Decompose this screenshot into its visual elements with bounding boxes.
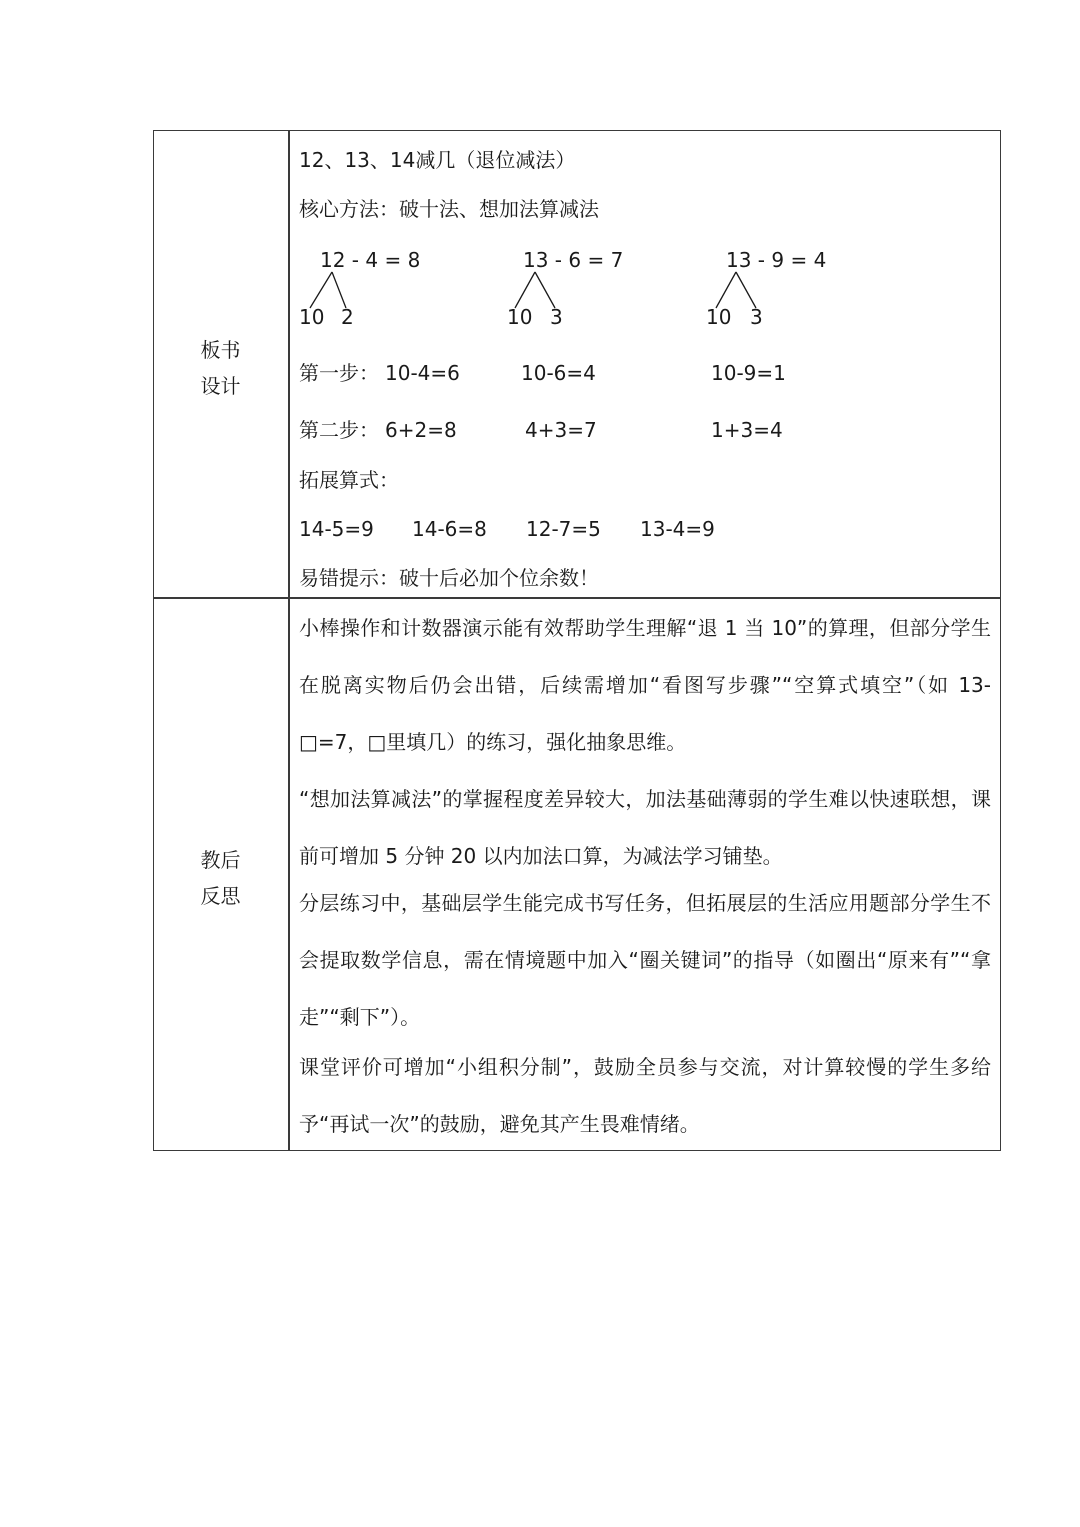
core-method: 核心方法：破十法、想加法算减法 (299, 197, 599, 221)
board-title: 12、13、14减几（退位减法） (299, 148, 576, 172)
reflection-paragraph: 课堂评价可增加“小组积分制”，鼓励全员参与交流，对计算较慢的学生多给予“再试一次”的鼓励，避免其产生畏难情绪。 (299, 1055, 991, 1136)
step2-calc: 4+3=7 (525, 418, 597, 442)
decomposition-ten: 10 (706, 305, 732, 329)
step1-calc: 10-6=4 (521, 361, 596, 385)
reflection-paragraph: “想加法算减法”的掌握程度差异较大，加法基础薄弱的学生难以快速联想，课前可增加 5 分钟 20 以内加法口算，为减法学习铺垫。 (299, 787, 991, 868)
example-equation: 13 - 6 = 7 (523, 248, 624, 272)
board-design-label-line2: 设计 (200, 374, 241, 398)
extension-label: 拓展算式： (299, 468, 399, 492)
step2-label: 第二步： (299, 418, 379, 442)
row-divider (153, 597, 1001, 599)
reflection-label-line1: 教后 (200, 848, 241, 872)
extension-calc: 14-5=9 (299, 517, 374, 541)
decomposition-ones: 3 (750, 305, 763, 329)
board-design-label-line1: 板书 (200, 338, 241, 362)
step2-calc: 6+2=8 (385, 418, 457, 442)
decomposition-ten: 10 (299, 305, 325, 329)
reflection-label-line2: 反思 (200, 884, 241, 908)
error-tip: 易错提示：破十后必加个位余数！ (299, 566, 599, 590)
step1-calc: 10-9=1 (711, 361, 786, 385)
decomposition-ten: 10 (507, 305, 533, 329)
reflection-paragraph: 分层练习中，基础层学生能完成书写任务，但拓展层的生活应用题部分学生不会提取数学信息，需在情境题中加入“圈关键词”的指导（如圈出“原来有”“拿走”“剩下”）。 (299, 891, 991, 1029)
extension-calc: 13-4=9 (640, 517, 715, 541)
extension-calc: 14-6=8 (412, 517, 487, 541)
decomposition-ones: 2 (341, 305, 354, 329)
example-equation: 13 - 9 = 4 (726, 248, 827, 272)
reflection-label (153, 842, 288, 914)
reflection-paragraph: 小棒操作和计数器演示能有效帮助学生理解“退 1 当 10”的算理，但部分学生在脱离实物后仍会出错，后续需增加“看图写步骤”“空算式填空”（如 13-□=7，□里填几）的练习，强化抽象思维。 (299, 616, 991, 754)
column-divider (288, 130, 290, 1151)
step2-calc: 1+3=4 (711, 418, 783, 442)
step1-calc: 10-4=6 (385, 361, 460, 385)
board-design-label (153, 332, 288, 404)
decomposition-ones: 3 (550, 305, 563, 329)
example-equation: 12 - 4 = 8 (320, 248, 421, 272)
step1-label: 第一步： (299, 361, 379, 385)
extension-calc: 12-7=5 (526, 517, 601, 541)
